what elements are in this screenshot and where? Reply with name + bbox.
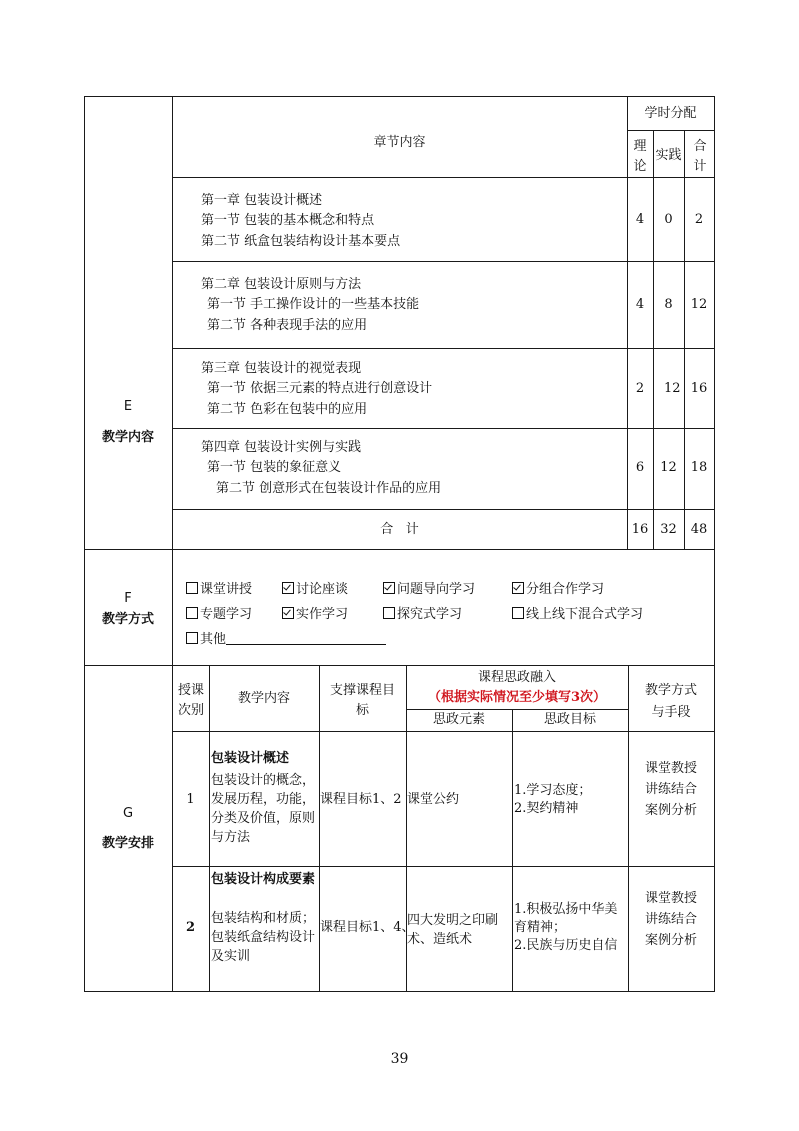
header-chapter-content: 章节内容	[373, 135, 426, 150]
checkbox-icon	[186, 607, 198, 619]
chapter-2-theory: 4	[635, 297, 645, 312]
sum-total: 48	[690, 522, 708, 537]
sum-label: 合 计	[380, 522, 419, 537]
option-group-cooperation[interactable]: 分组合作学习	[512, 582, 604, 598]
sum-theory: 16	[631, 522, 649, 537]
checkbox-icon	[383, 607, 395, 619]
checkbox-checked-icon	[383, 582, 395, 594]
chapter-1-theory: 4	[635, 212, 645, 227]
row-1-goal: 课程目标1、2	[320, 792, 402, 807]
header-total: 合计	[693, 139, 707, 174]
chapter-1-practice: 0	[664, 212, 673, 227]
option-practical[interactable]: 实作学习	[282, 607, 348, 623]
other-input-line[interactable]	[226, 632, 386, 645]
row-2-no: 2	[185, 920, 196, 935]
row-2-goal: 课程目标1、4、	[320, 920, 415, 935]
checkbox-checked-icon	[282, 607, 294, 619]
header-element: 思政元素	[432, 712, 485, 727]
row-1-desc: 包装设计的概念，发展历程，功能，分类及价值，原则与方法	[211, 773, 316, 845]
page-number: 39	[390, 1051, 409, 1067]
chapter-1-total: 2	[694, 212, 704, 227]
chapter-4-total: 18	[690, 460, 708, 475]
chapter-2-line-2: 第一节 手工操作设计的一些基本技能	[207, 297, 420, 312]
option-other[interactable]: 其他	[186, 632, 386, 648]
section-g-title: 教学安排	[101, 836, 154, 851]
option-discussion[interactable]: 讨论座谈	[282, 582, 348, 598]
header-target: 思政目标	[543, 712, 596, 727]
chapter-3-total: 16	[690, 381, 708, 396]
option-lecture[interactable]: 课堂讲授	[186, 582, 252, 598]
row-1-target: 1.学习态度； 2.契约精神	[514, 783, 592, 816]
row-1-element: 课堂公约	[407, 792, 460, 807]
row-2-method: 课堂教授讲练结合案例分析	[644, 891, 697, 948]
chapter-3-practice: 12	[664, 381, 681, 396]
row-2-title: 包装设计构成要素	[211, 872, 316, 887]
header-ideology: 课程思政融入	[477, 670, 556, 685]
checkbox-icon	[186, 632, 198, 644]
checkbox-icon	[186, 582, 198, 594]
option-blended[interactable]: 线上线下混合式学习	[512, 607, 643, 623]
chapter-2-total: 12	[690, 297, 708, 312]
chapter-3-line-1: 第三章 包装设计的视觉表现	[201, 361, 362, 376]
chapter-2-line-3: 第二节 各种表现手法的应用	[207, 318, 368, 333]
option-topic-study[interactable]: 专题学习	[186, 607, 252, 623]
chapter-4-line-2: 第一节 包装的象征意义	[207, 460, 342, 475]
row-1-title: 包装设计概述	[211, 751, 290, 766]
header-method: 教学方式与手段	[644, 683, 697, 720]
option-inquiry[interactable]: 探究式学习	[383, 607, 462, 623]
chapter-1-line-2: 第一节 包装的基本概念和特点	[201, 213, 375, 228]
section-f-code: F	[124, 591, 132, 606]
row-2-element: 四大发明之印刷术、造纸术	[407, 913, 499, 947]
header-session: 授课次别	[177, 683, 204, 718]
chapter-2-line-1: 第二章 包装设计原则与方法	[201, 277, 362, 292]
chapter-4-practice: 12	[660, 460, 677, 475]
checkbox-checked-icon	[512, 582, 524, 594]
row-2-target: 1.积极弘扬中华美育精神； 2.民族与历史自信	[514, 902, 618, 953]
checkbox-icon	[512, 607, 524, 619]
chapter-3-theory: 2	[635, 381, 645, 396]
header-ideology-note: （根据实际情况至少填写3次）	[427, 690, 607, 705]
row-1-method: 课堂教授讲练结合案例分析	[644, 761, 697, 818]
sum-practice: 32	[660, 522, 677, 537]
chapter-2-practice: 8	[664, 297, 673, 312]
header-hours: 学时分配	[644, 106, 697, 121]
chapter-3-line-2: 第一节 依据三元素的特点进行创意设计	[207, 381, 433, 396]
header-theory: 理论	[633, 139, 647, 174]
chapter-1-line-3: 第二节 纸盒包装结构设计基本要点	[201, 234, 401, 249]
chapter-4-theory: 6	[635, 460, 645, 475]
section-e-code: E	[123, 399, 133, 414]
section-e-title: 教学内容	[101, 430, 154, 445]
header-teaching-content: 教学内容	[237, 691, 290, 706]
chapter-4-line-3: 第二节 创意形式在包装设计作品的应用	[216, 481, 442, 496]
header-course-goal: 支撑课程目标	[330, 683, 396, 718]
chapter-3-line-3: 第二节 色彩在包装中的应用	[207, 402, 368, 417]
header-practice: 实践	[655, 148, 682, 163]
row-2-desc: 包装结构和材质；包装纸盒结构设计及实训	[211, 911, 316, 964]
row-1-no: 1	[186, 792, 195, 807]
option-problem-based[interactable]: 问题导向学习	[383, 582, 475, 598]
chapter-1-line-1: 第一章 包装设计概述	[201, 193, 323, 208]
checkbox-checked-icon	[282, 582, 294, 594]
section-g-code: G	[122, 806, 134, 821]
chapter-4-line-1: 第四章 包装设计实例与实践	[201, 440, 362, 455]
section-f-title: 教学方式	[101, 612, 154, 627]
